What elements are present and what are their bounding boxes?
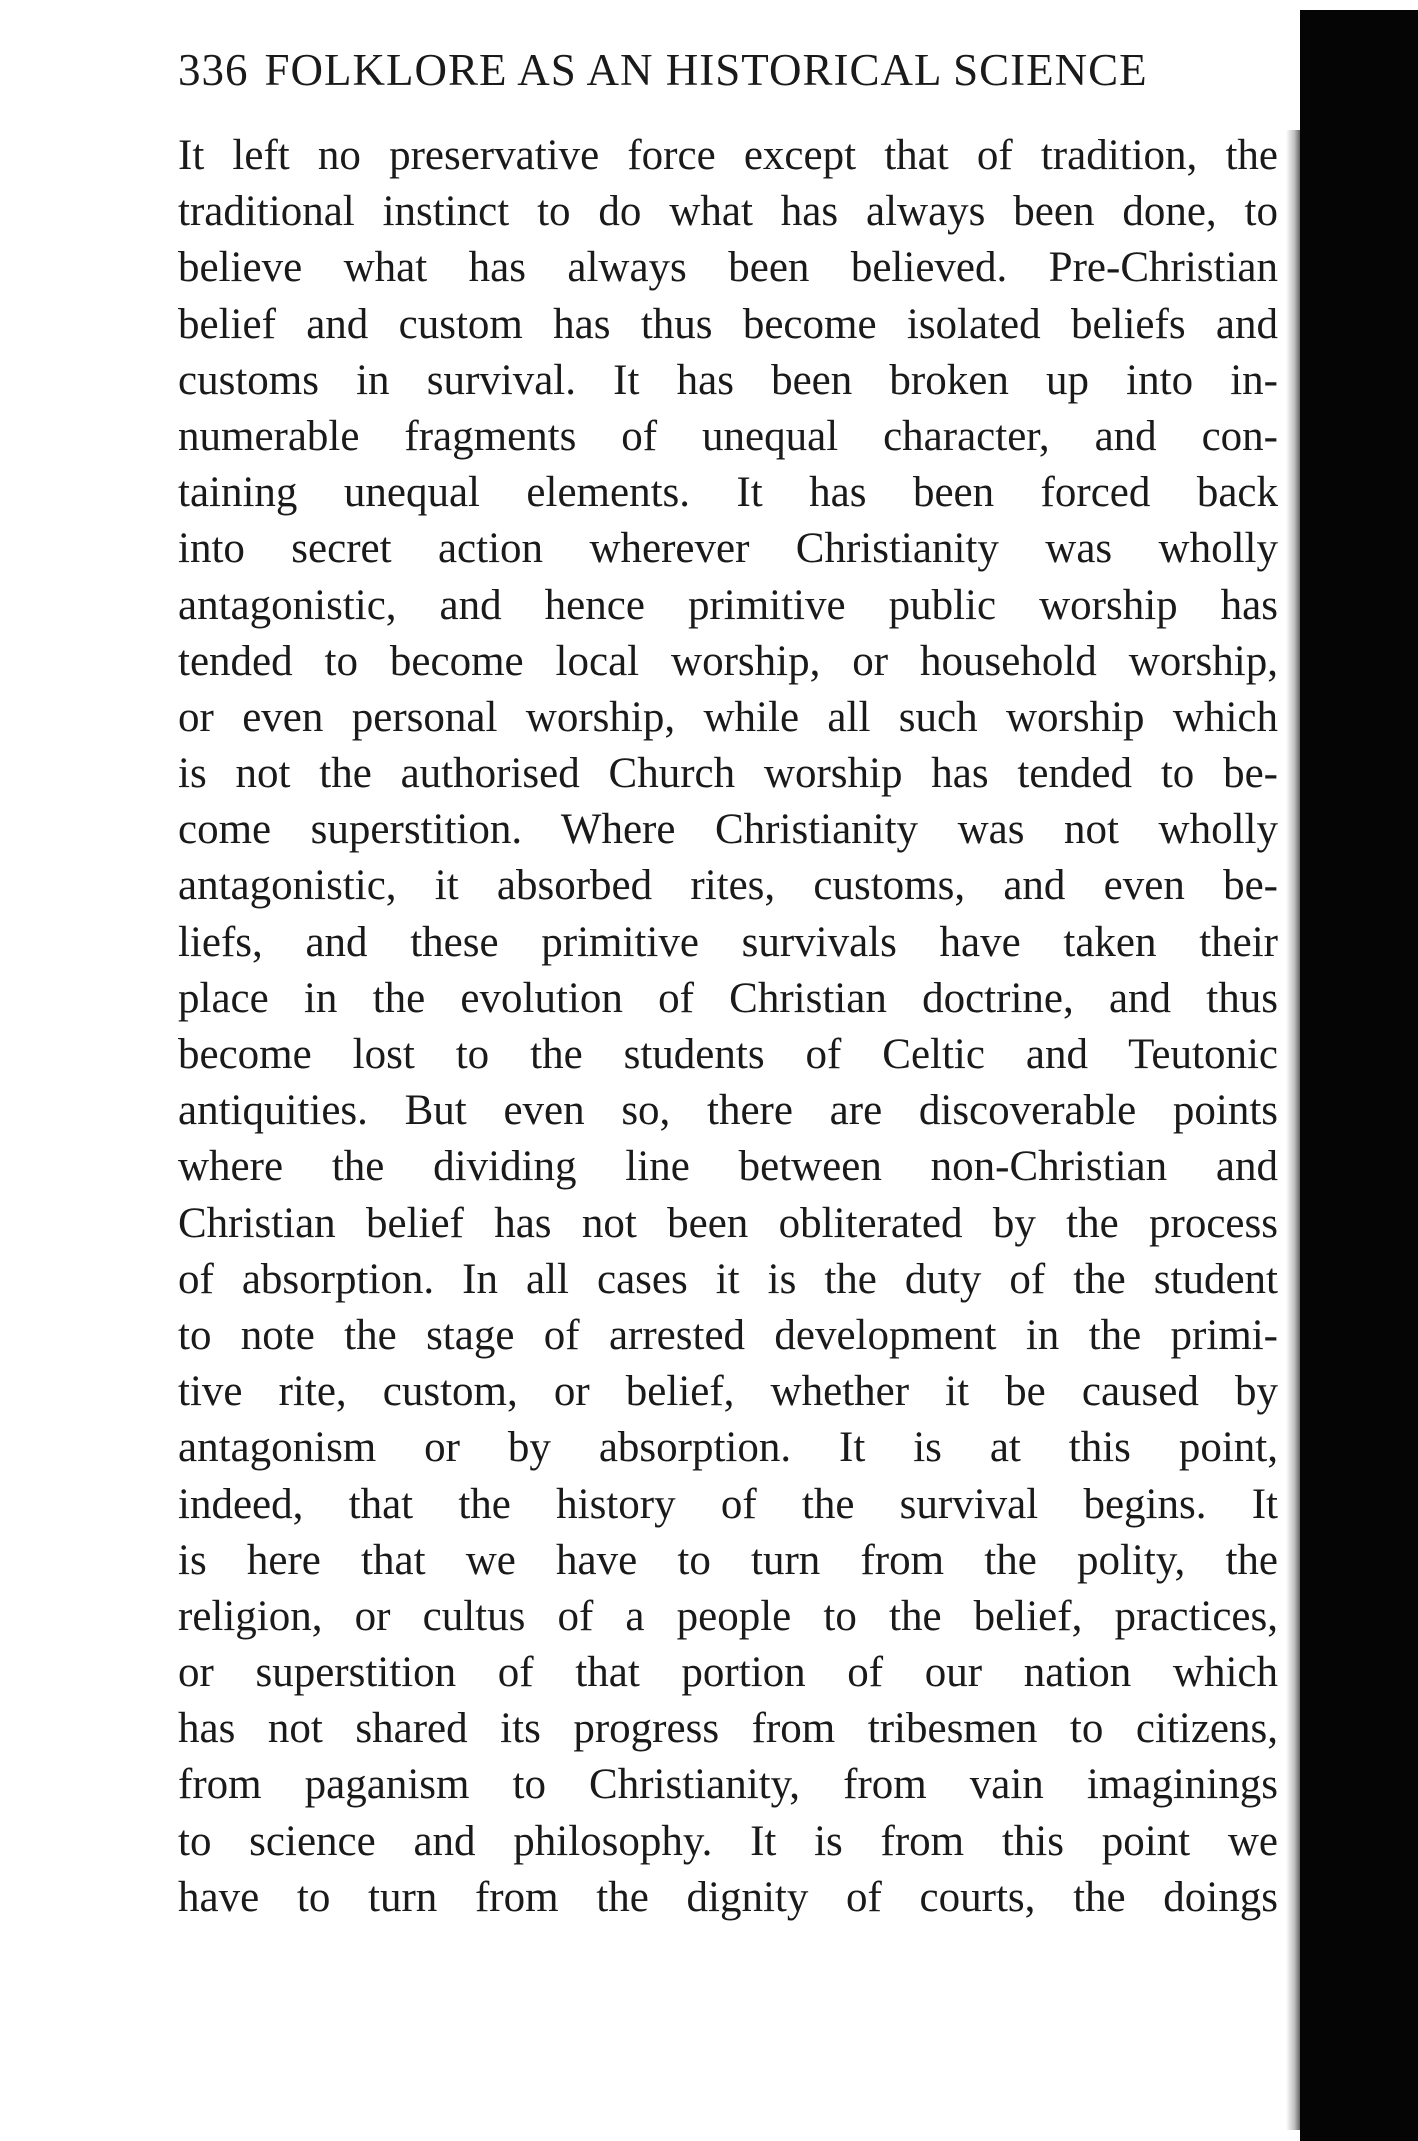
text-line: liefs, and these primitive survivals have taken their bbox=[178, 918, 1278, 966]
text-line: has not shared its progress from tribesmen to citizens, bbox=[178, 1705, 1278, 1753]
running-header bbox=[178, 44, 1148, 96]
text-line: or superstition of that portion of our nation which bbox=[178, 1649, 1278, 1697]
text-line: antagonistic, and hence primitive public worship has bbox=[178, 581, 1278, 629]
scan-shadow-edge bbox=[1286, 130, 1300, 2130]
text-line: of absorption. In all cases it is the duty of the student bbox=[178, 1255, 1278, 1303]
text-line: belief and custom has thus become isolated beliefs and bbox=[178, 300, 1278, 348]
text-line: become lost to the students of Celtic and Teutonic bbox=[178, 1031, 1278, 1078]
text-line: is not the authorised Church worship has tended to be- bbox=[178, 750, 1278, 798]
text-line: believe what has always been believed. Pre-Christian bbox=[178, 244, 1278, 292]
text-line: from paganism to Christianity, from vain imaginings bbox=[178, 1761, 1278, 1809]
text-line: where the dividing line between non-Christian and bbox=[178, 1143, 1278, 1191]
text-line: traditional instinct to do what has always been done, to bbox=[178, 188, 1278, 236]
text-line: antagonism or by absorption. It is at this point, bbox=[178, 1424, 1278, 1472]
text-line: religion, or cultus of a people to the belief, practices, bbox=[178, 1592, 1278, 1640]
text-line: indeed, that the history of the survival begins. It bbox=[178, 1480, 1278, 1528]
text-line: into secret action wherever Christianity was wholly bbox=[178, 525, 1278, 573]
text-line: customs in survival. It has been broken up into in- bbox=[178, 356, 1278, 404]
text-line: tive rite, custom, or belief, whether it be caused by bbox=[178, 1368, 1278, 1416]
running-title: FOLKLORE AS AN HISTORICAL SCIENCE bbox=[264, 45, 1148, 95]
text-line: have to turn from the dignity of courts, the doings bbox=[178, 1873, 1278, 1921]
text-line: tended to become local worship, or household worship, bbox=[178, 637, 1278, 685]
scan-binding-bar bbox=[1300, 10, 1418, 2141]
text-line: numerable fragments of unequal character, and con- bbox=[178, 412, 1278, 460]
text-line: antiquities. But even so, there are discoverable points bbox=[178, 1087, 1278, 1135]
text-line: place in the evolution of Christian doctrine, and thus bbox=[178, 974, 1278, 1022]
text-line: antagonistic, it absorbed rites, customs, and even be- bbox=[178, 862, 1278, 910]
body-text bbox=[178, 128, 1278, 1926]
text-line: is here that we have to turn from the polity, the bbox=[178, 1536, 1278, 1584]
text-line: to note the stage of arrested development in the primi- bbox=[178, 1311, 1278, 1359]
text-line: It left no preservative force except that of tradition, the bbox=[178, 132, 1278, 179]
text-line: or even personal worship, while all such worship which bbox=[178, 693, 1278, 741]
text-line: to science and philosophy. It is from this point we bbox=[178, 1817, 1278, 1865]
page-number: 336 bbox=[178, 45, 249, 95]
text-line: Christian belief has not been obliterated by the process bbox=[178, 1199, 1278, 1247]
text-line: come superstition. Where Christianity was not wholly bbox=[178, 806, 1278, 854]
text-line: taining unequal elements. It has been forced back bbox=[178, 469, 1278, 517]
